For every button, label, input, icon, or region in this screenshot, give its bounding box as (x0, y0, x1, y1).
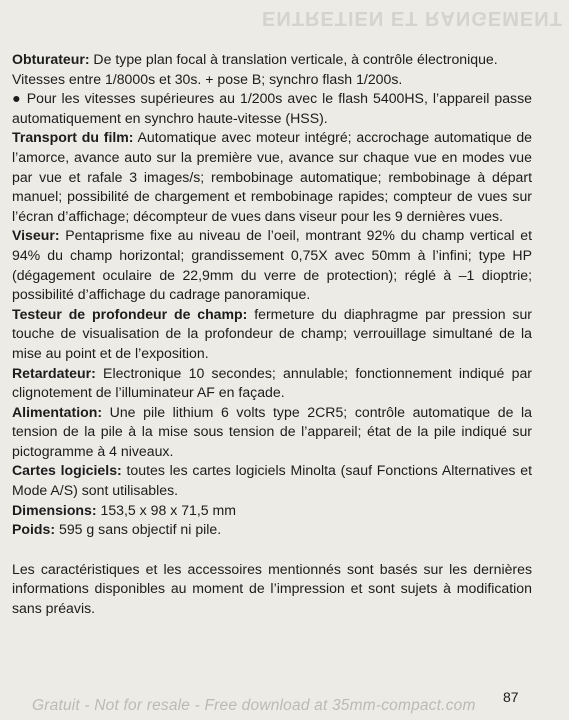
spec-software-cards (12, 461, 532, 500)
spec-text: Pentaprisme fixe au niveau de l’oeil, montrant 92% du champ vertical et 94% du champ horizontal; grandissement 0,75X avec 50mm à l’infini; type HP (dégagement oculaire de 22,9mm du verre de protection); réglé à –1 dioptrie; possibilité d’affichage du cadrage panoramique. (12, 227, 532, 303)
spec-label: Alimentation: (12, 403, 103, 420)
bleed-through-title: ENTRETIEN ET RANGEMENT (262, 7, 563, 29)
spec-text: fermeture du diaphragme par pression sur touche de visualisation de la profondeur de champ; verrouillage simultané de la mise au point et de l’exposition. (12, 305, 532, 361)
spec-label: Poids: (12, 521, 56, 538)
spec-label: Dimensions: (12, 501, 97, 518)
page-number: 87 (503, 689, 519, 705)
spec-text: toutes les cartes logiciels Minolta (sauf Fonctions Alternatives et Mode A/S) sont utilisables. (12, 462, 532, 499)
spec-text: 595 g sans objectif ni pile. (55, 521, 222, 538)
spec-text: Automatique avec moteur intégré; accrochage automatique de l’amorce, avance auto sur la première vue, avance sur chaque vue en modes vue par vue et rafale 3 images/s; rembobinage automatique; rembobinage à départ manuel; possibilité de chargement et rembobinage rapides; compteur de vues sur l’écran d’affichage; décompteur de vues dans viseur pour les 9 dernières vues. (12, 129, 533, 224)
spec-label: Transport du film: (12, 129, 134, 146)
spec-label: Cartes logiciels: (12, 462, 122, 479)
spec-shutter (12, 50, 532, 70)
spec-viewfinder (12, 226, 532, 304)
spec-text: De type plan focal à translation verticale, à contrôle électronique. (89, 51, 498, 67)
spec-label: Retardateur: (12, 364, 96, 381)
spec-power (12, 403, 532, 462)
spec-self-timer (12, 364, 532, 403)
spec-label: Obturateur: (12, 51, 90, 67)
spec-text: 153,5 x 98 x 71,5 mm (96, 501, 237, 518)
spec-dimensions (12, 501, 532, 521)
spec-text: Electronique 10 secondes; annulable; fonctionnement indiqué par clignotement de l’illuminateur AF en façade. (12, 364, 532, 401)
spec-depth-of-field (12, 305, 532, 364)
disclaimer: Les caractéristiques et les accessoires mentionnés sont basés sur les dernières informations disponibles au moment de l’impression et sont sujets à modification sans préavis. (12, 560, 532, 617)
paragraph-gap (12, 540, 532, 560)
spec-shutter-hss-note: ● Pour les vitesses supérieures au 1/200s avec le flash 5400HS, l’appareil passe automatiquement en synchro haute-vitesse (HSS). (12, 90, 532, 126)
spec-list (12, 50, 532, 619)
spec-weight (12, 520, 532, 540)
spec-label: Viseur: (12, 227, 60, 244)
spec-shutter-speeds: Vitesses entre 1/8000s et 30s. + pose B; synchro flash 1/200s. (12, 70, 403, 87)
spec-text: Une pile lithium 6 volts type 2CR5; contrôle automatique de la tension de la pile à la mise sous tension de l’appareil; état de la pile indiqué sur pictogramme à 4 niveaux. (12, 403, 532, 459)
spec-film-transport (12, 128, 532, 226)
spec-label: Testeur de profondeur de champ: (12, 305, 248, 322)
watermark: Gratuit - Not for resale - Free download at 35mm-compact.com (32, 697, 476, 714)
